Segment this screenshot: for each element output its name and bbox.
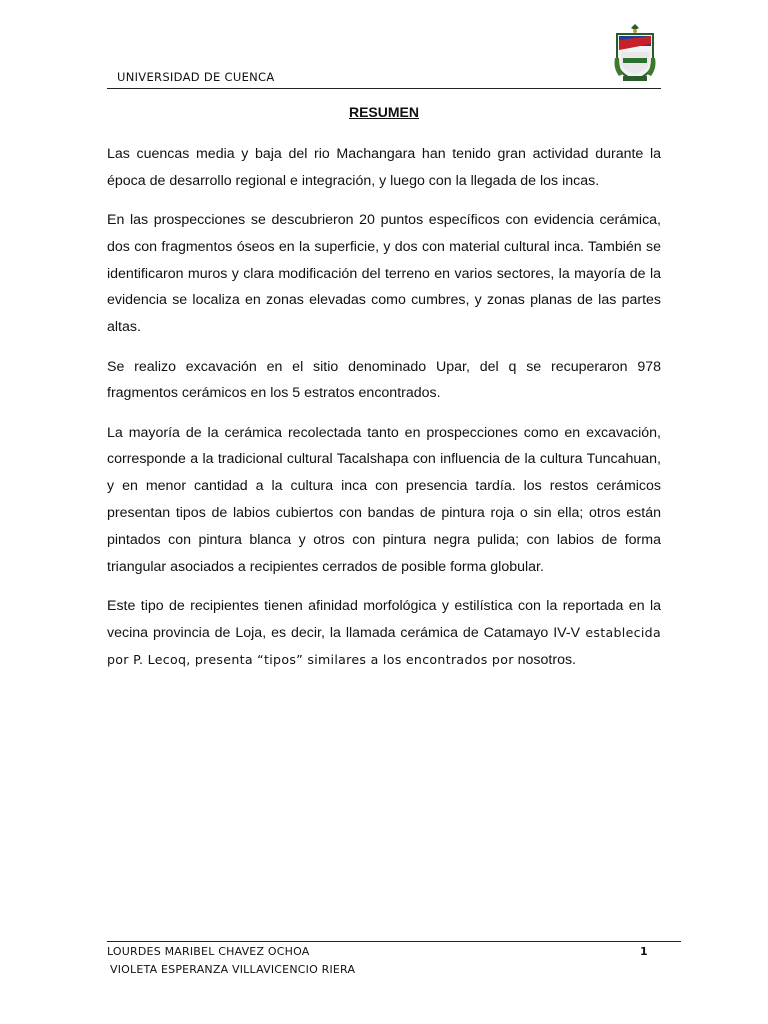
university-crest-logo [611, 22, 659, 84]
paragraph-segment-alt-font: establecida por P. Lecoq, presenta “tipos” similares a los encontrados por [107, 624, 661, 667]
header-divider [107, 88, 661, 89]
paragraph: La mayoría de la cerámica recolectada tanto en prospecciones como en excavación, corresponde a la tradicional cultural Tacalshapa con influencia de la cultura Tuncahuan, y en menor cantidad a la cultura inca con presencia tardía. los restos cerámicos presentan tipos de labios cubiertos con bandas de pintura roja o sin ella; otros están pintados con pintura blanca y otros con pintura negra pulida; con labios de forma triangular asociados a recipientes cerrados de posible forma globular. [107, 424, 661, 575]
page-number: 1 [640, 945, 648, 958]
page-title: RESUMEN [348, 104, 419, 120]
paragraph: Se realizo excavación en el sitio denominado Upar, del q se recuperaron 978 fragmentos cerámicos en los 5 estratos encontrados. [107, 358, 661, 402]
abstract-body [107, 141, 661, 686]
header-institution: UNIVERSIDAD DE CUENCA [117, 70, 275, 84]
paragraph: En las prospecciones se descubrieron 20 puntos específicos con evidencia cerámica, dos con fragmentos óseos en la superficie, y dos con material cultural inca. También se identificaron muros y clara modificación del terreno en varios sectores, la mayoría de la evidencia se localiza en zonas elevadas como cumbres, y zonas planas de las partes altas. [107, 212, 661, 336]
paragraph: Las cuencas media y baja del rio Machangara han tenido gran actividad durante la época de desarrollo regional e integración, y luego con la llegada de los incas. [107, 146, 661, 189]
paragraph-segment: nosotros. [513, 651, 577, 668]
footer-divider [107, 941, 681, 942]
footer-author-2: VIOLETA ESPERANZA VILLAVICENCIO RIERA [110, 963, 356, 976]
paragraph-segment: Este tipo de recipientes tienen afinidad morfológica y estilística con la reportada en la vecina provincia de Loja, es decir, la llamada cerámica de Catamayo IV-V [107, 597, 661, 641]
footer-author-1: LOURDES MARIBEL CHAVEZ OCHOA [107, 945, 310, 958]
paragraph-last [107, 593, 661, 673]
